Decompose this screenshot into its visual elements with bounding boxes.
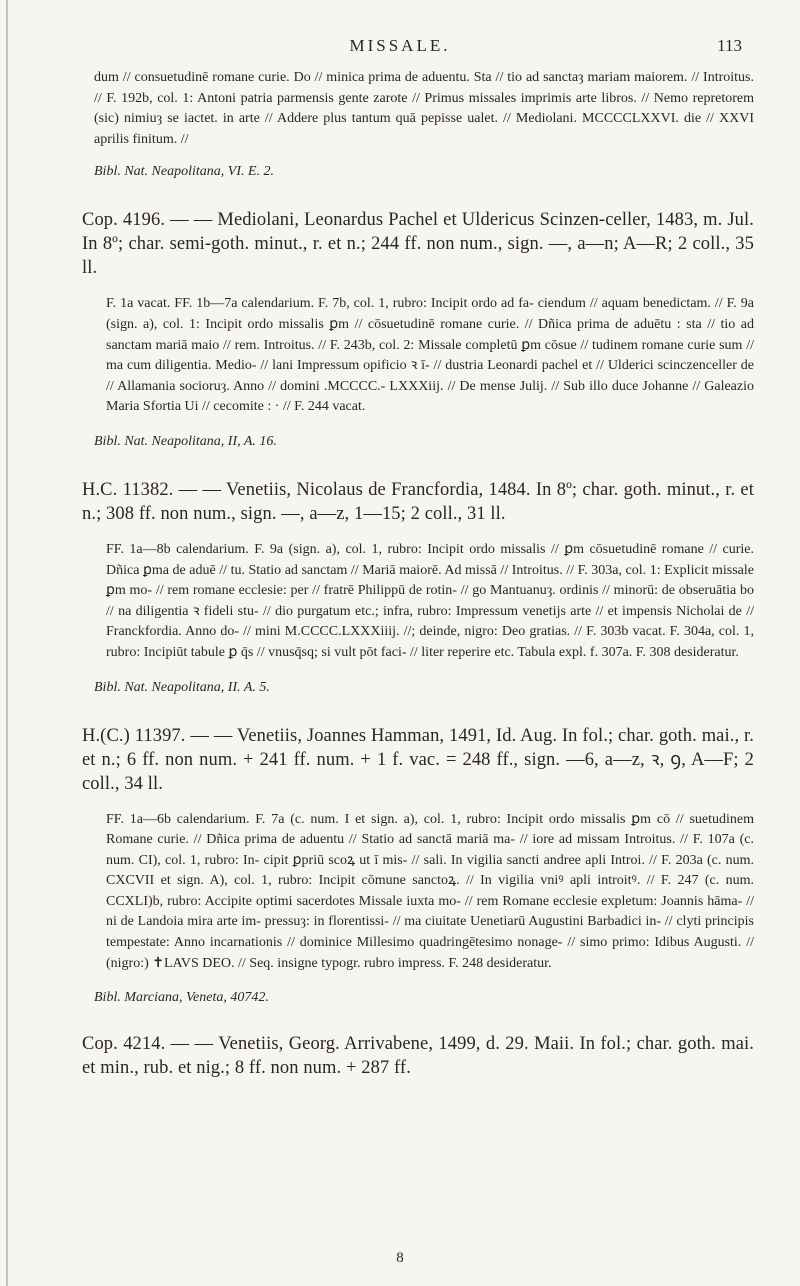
entry-library-reference: Bibl. Nat. Neapolitana, II, A. 16. [94, 433, 277, 449]
entry-heading: H.(C.) 11397. — — Venetiis, Joannes Hamman, 1491, Id. Aug. In fol.; char. goth. mai., r. et n.; 6 ff. non num. + 241 ff. num. + 1 f. vac. = 248 ff., sign. —6, a—z, ꝛ, ꝯ, A—F; 2 coll., 34 ll. [82, 725, 754, 794]
entry-heading: Cop. 4196. — — Mediolani, Leonardus Pachel et Uldericus Scinzen-celler, 1483, m. Jul. In 8º; char. semi-goth. minut., r. et n.; 244 ff. non num., sign. —, a—n; A—R; 2 coll., 35 ll. [82, 210, 754, 279]
page-content [82, 68, 754, 1080]
entry-library-reference: Bibl. Nat. Neapolitana, II. A. 5. [94, 679, 270, 695]
entry-description: FF. 1a—6b calendarium. F. 7a (c. num. I et sign. a), col. 1, rubro: Incipit ordo missalis ꝑm cō // suetudinem Romane curie. // Dñica prima de aduentu // Statio ad sanctā mariā ma- // iore ad missam Introitus. // F. 107a (c. num. CI), col. 1, rubro: In- cipit ꝑpriū scoꝝ ut ī mis- // sali. In vigilia sancti andree apli Introi. // F. 203a (c. num. CXCVII et sign. A), col. 1, rubro: Incipit cōmune sanctoꝝ. // In vigilia vniꝰ apli introitꝰ. // F. 247 (c. num. CCXLI)b, rubro: Accipite optimi sacerdotes Missale iuxta mo- // rem Romane ecclesie expletum: Joannis hāma- // ni de Landoia mira arte im- pressuȝ: in florentissi- // ma ciuitate Uenetiarū Augustini Barbadici in- // clyti principis tempestate: Anno incarnationis // dominice Millesimo quadringētesimo nonage- // simo primo: Idibus Augusti. // (nigro:) ✝LAVS DEO. // Seq. insigne typogr. rubro impress. F. 248 desideratur. [106, 811, 754, 971]
entry-library-reference: Bibl. Marciana, Veneta, 40742. [94, 990, 269, 1006]
entry-continuation-text: dum // consuetudinē romane curie. Do // minica prima de aduentu. Sta // tio ad sanctaȝ mariam maiorem. // Introitus. // F. 192b, col. 1: Antoni patria parmensis gente zarote // Primus missales imprimis arte libros. // Nemo repretorem (sic) nimiuȝ se iactet. in arte // Addere plus tantum quā pepisse ualet. // Mediolani. MCCCCLXXVI. die // XXVI aprilis finitum. // [94, 70, 754, 147]
entry-description: FF. 1a—8b calendarium. F. 9a (sign. a), col. 1, rubro: Incipit ordo missalis // ꝑm cōsuetudinē romane // curie. Dñica ꝑma de aduē // tu. Statio ad sanctam // Mariā maiorē. Ad missā // Introitus. // F. 303a, col. 1: Explicit missale ꝑm mo- // rem romane ecclesie: per // fratrē Philippū de rotin- // go Mantuanuȝ. ordinis // minorū: de obseruātia bo // na diligentia ꝛ fideli stu- // dio purgatum etc.; infra, rubro: Impressum venetijs arte // et impensis Nicholai de // Franckfordia. Anno do- // mini M.CCCC.LXXXiiij. //; deinde, nigro: Deo gratias. // F. 303b vacat. F. 304a, col. 1, rubro: Incipiūt tabule ꝑ q̄s // vnusq̄sq; si vult pōt faci- // liter reperire etc. Tabula expl. f. 307a. F. 308 desideratur. [106, 541, 754, 660]
page-header [0, 36, 800, 60]
entry-description: F. 1a vacat. FF. 1b—7a calendarium. F. 7b, col. 1, rubro: Incipit ordo ad fa- ciendum // aquam benedictam. // F. 9a (sign. a), col. 1: Incipit ordo missalis ꝑm // cōsuetudinē romane curie. // Dñica prima de aduētu : sta // tio ad sanctam mariā maio // rem. Introitus. // F. 243b, col. 2: Missale completū ꝑm cōsue // tudinem romane curie sum // ma cum diligentia. Medio- // lani Impressum opificio ꝛ ī- // dustria Leonardi pachel et // Ulderici scinczenceller de // Allamania socioruȝ. Anno // domini .MCCCC.- LXXXiij. // De mense Julij. // Sub illo duce Johanne // Galeazio Maria Sfortia Ui // cecomite : · // F. 244 vacat. [106, 296, 754, 415]
signature-mark: 8 [396, 1250, 404, 1266]
page-number: 113 [717, 36, 742, 55]
entry-library-reference: Bibl. Nat. Neapolitana, VI. E. 2. [94, 164, 275, 180]
entry-heading: Cop. 4214. — — Venetiis, Georg. Arrivabene, 1499, d. 29. Maii. In fol.; char. goth. mai. et min., rub. et nig.; 8 ff. non num. + 287 ff. [82, 1034, 754, 1079]
entry-heading: H.C. 11382. — — Venetiis, Nicolaus de Francfordia, 1484. In 8º; char. goth. minut., r. et n.; 308 ff. non num., sign. —, a—z, 1—15; 2 coll., 31 ll. [82, 479, 754, 524]
page-edge-shadow [6, 0, 8, 1286]
running-title: MISSALE. [349, 36, 451, 55]
